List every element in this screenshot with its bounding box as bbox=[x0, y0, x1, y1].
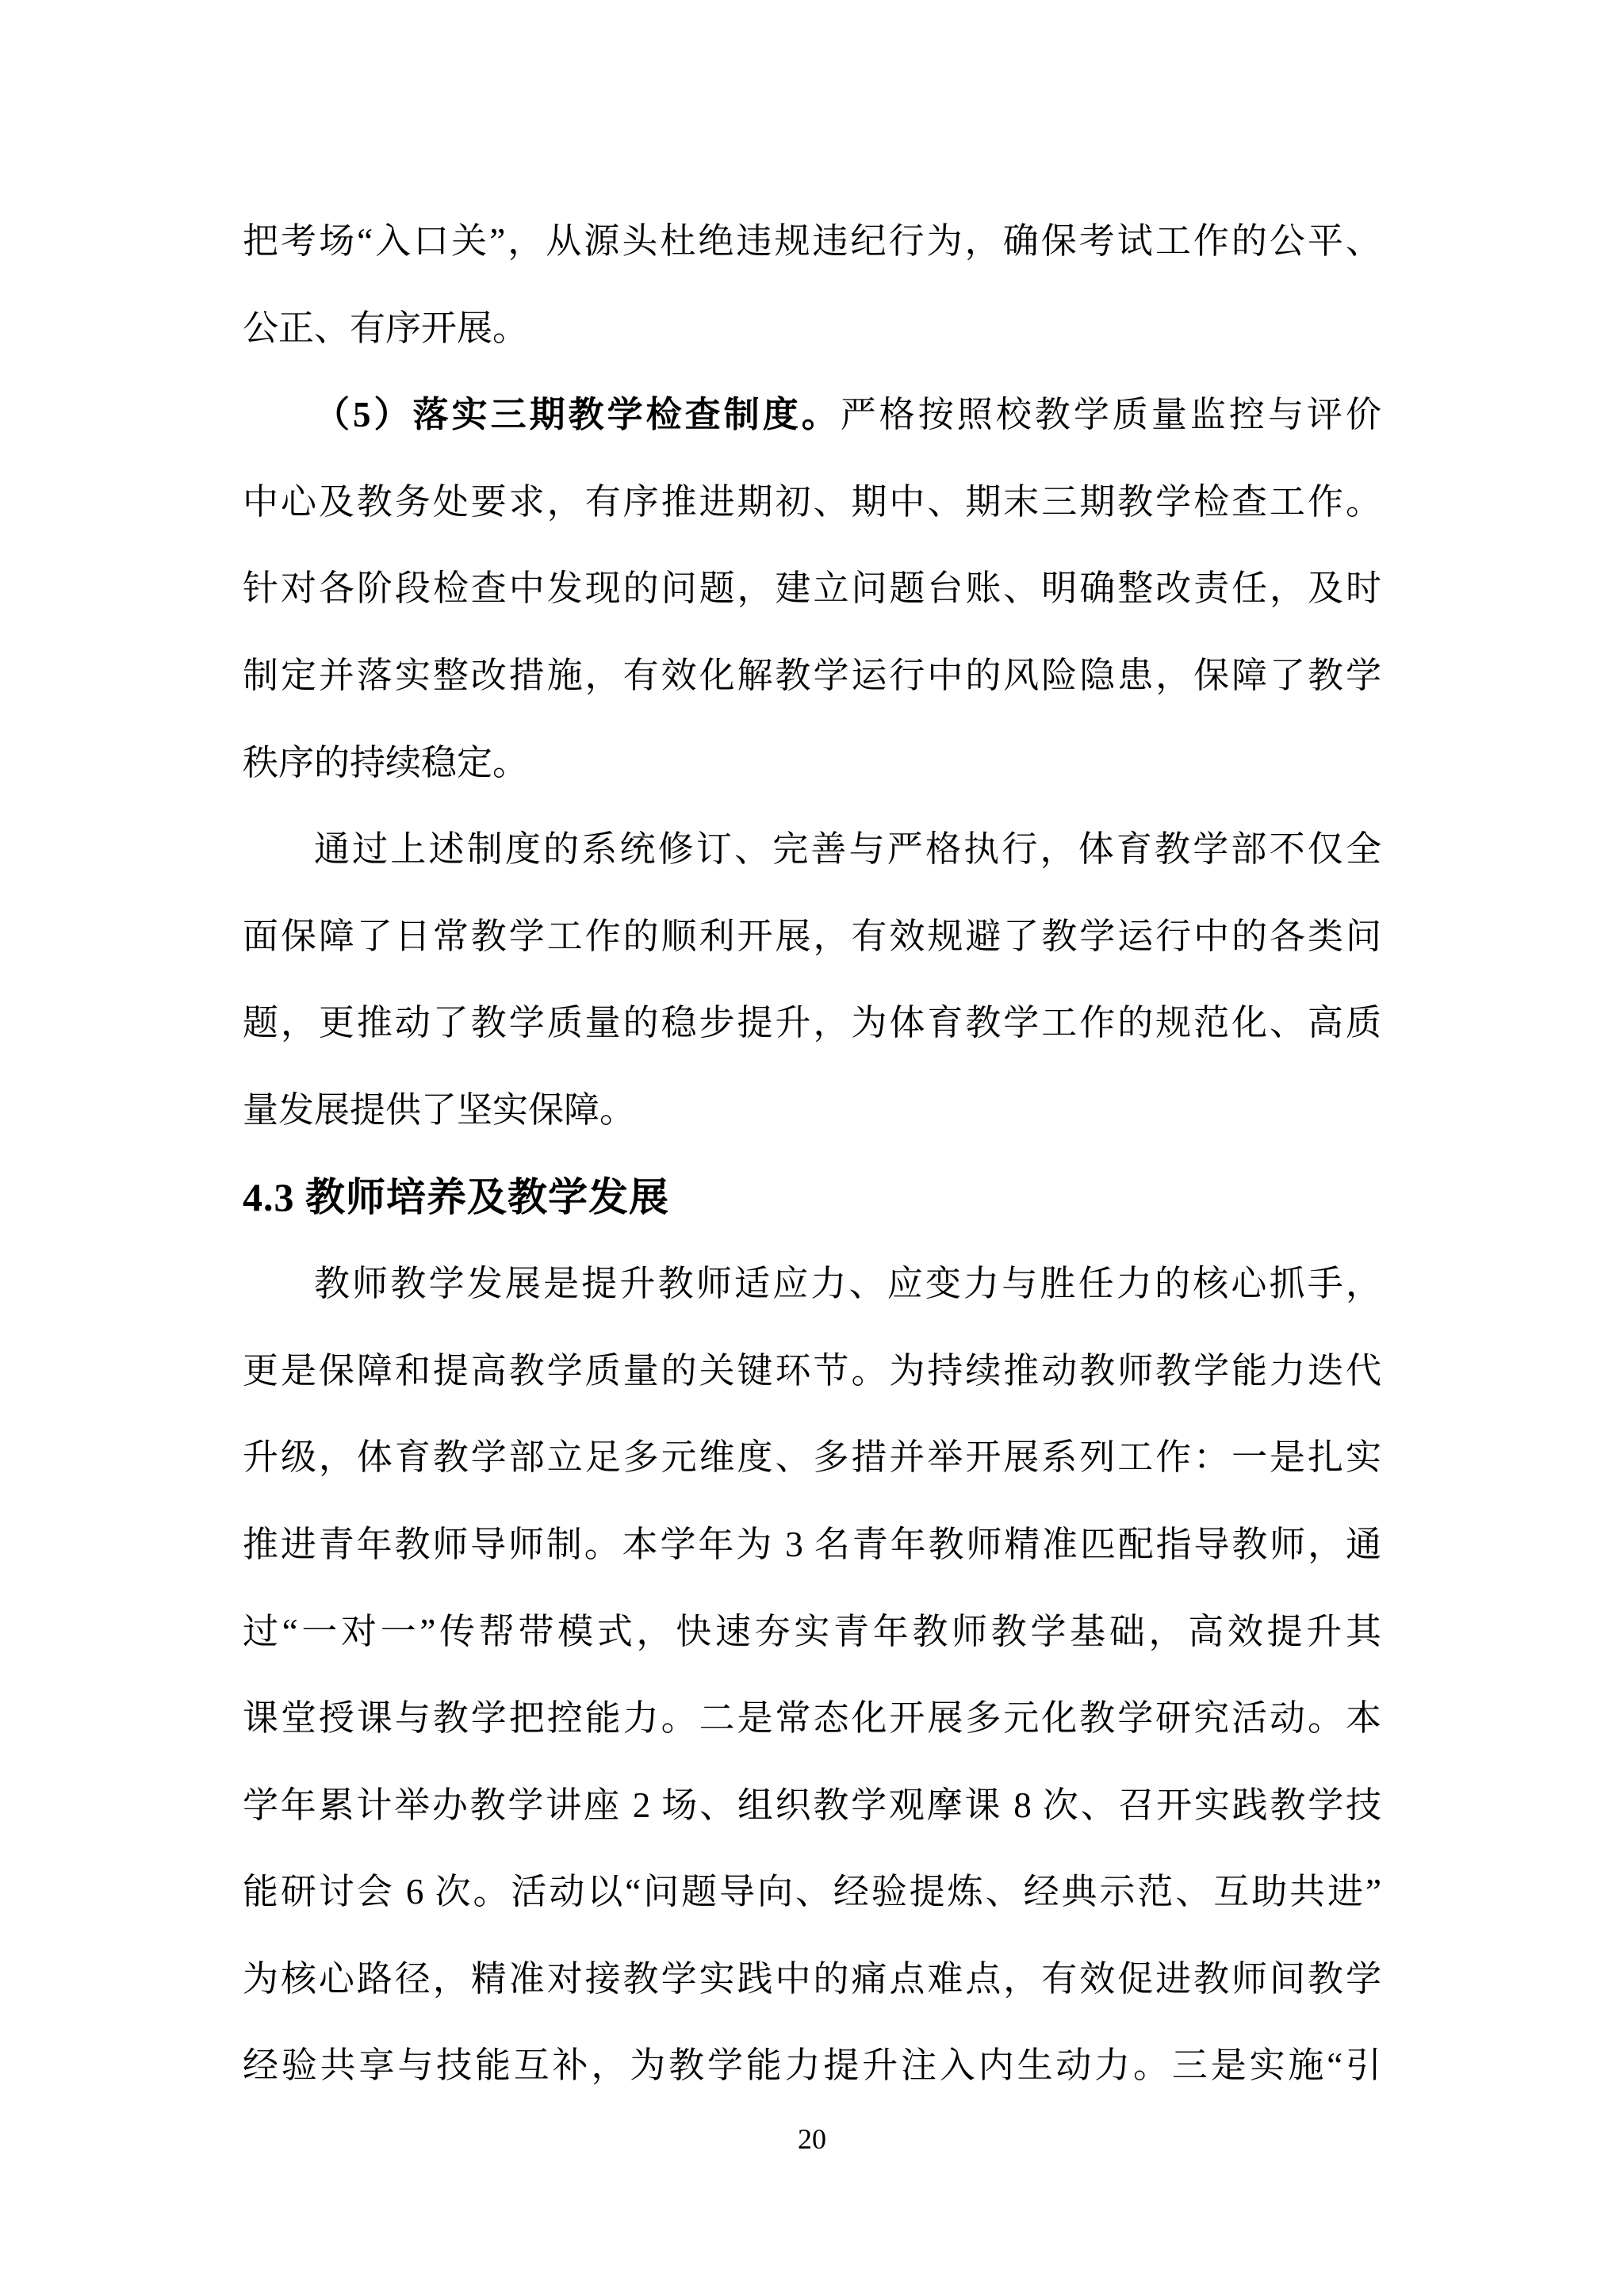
paragraph-line: 升级，体育教学部立足多元维度、多措并举开展系列工作：一是扎实 bbox=[243, 1437, 1381, 1478]
bold-lead-text: （5）落实三期教学检查制度。 bbox=[314, 395, 841, 435]
lead-line-rest-text: 严格按照校教学质量监控与评价 bbox=[840, 395, 1381, 435]
paragraph-line: 经验共享与技能互补，为教学能力提升注入内生动力。三是实施“引 bbox=[243, 2045, 1381, 2086]
paragraph-line: 过“一对一”传帮带模式，快速夯实青年教师教学基础，高效提升其 bbox=[243, 1611, 1381, 1651]
paragraph-line: 能研讨会 6 次。活动以“问题导向、经验提炼、经典示范、互助共进” bbox=[243, 1872, 1381, 1912]
paragraph-line: 公正、有序开展。 bbox=[243, 308, 529, 348]
paragraph-line: 秩序的持续稳定。 bbox=[243, 742, 529, 783]
paragraph-line: 量发展提供了坚实保障。 bbox=[243, 1089, 636, 1130]
paragraph-line: 通过上述制度的系统修订、完善与严格执行，体育教学部不仅全 bbox=[314, 829, 1381, 870]
page-number: 20 bbox=[798, 2123, 826, 2155]
paragraph-line: 面保障了日常教学工作的顺利开展，有效规避了教学运行中的各类问 bbox=[243, 916, 1381, 956]
paragraph-line: 推进青年教师导师制。本学年为 3 名青年教师精准匹配指导教师，通 bbox=[243, 1524, 1381, 1564]
paragraph-line-with-bold-lead bbox=[243, 372, 1381, 459]
paragraph-line: 为核心路径，精准对接教学实践中的痛点难点，有效促进教师间教学 bbox=[243, 1958, 1381, 1999]
paragraph-line: 中心及教务处要求，有序推进期初、期中、期末三期教学检查工作。 bbox=[243, 481, 1381, 522]
paragraph-line: 更是保障和提高教学质量的关键环节。为持续推动教师教学能力迭代 bbox=[243, 1350, 1381, 1391]
paragraph-line: 学年累计举办教学讲座 2 场、组织教学观摩课 8 次、召开实践教学技 bbox=[243, 1785, 1381, 1825]
paragraph-line: 课堂授课与教学把控能力。二是常态化开展多元化教学研究活动。本 bbox=[243, 1698, 1381, 1739]
paragraph-line: 把考场“入口关”，从源头杜绝违规违纪行为，确保考试工作的公平、 bbox=[243, 221, 1381, 261]
paragraph-line: 针对各阶段检查中发现的问题，建立问题台账、明确整改责任，及时 bbox=[243, 568, 1381, 609]
section-heading-4-3: 4.3 教师培养及教学发展 bbox=[243, 1174, 669, 1219]
paragraph-line: 题，更推动了教学质量的稳步提升，为体育教学工作的规范化、高质 bbox=[243, 1003, 1381, 1043]
document-body bbox=[243, 198, 1381, 2110]
paragraph-line: 制定并落实整改措施，有效化解教学运行中的风险隐患，保障了教学 bbox=[243, 655, 1381, 695]
paragraph-line: 教师教学发展是提升教师适应力、应变力与胜任力的核心抓手， bbox=[314, 1264, 1381, 1304]
